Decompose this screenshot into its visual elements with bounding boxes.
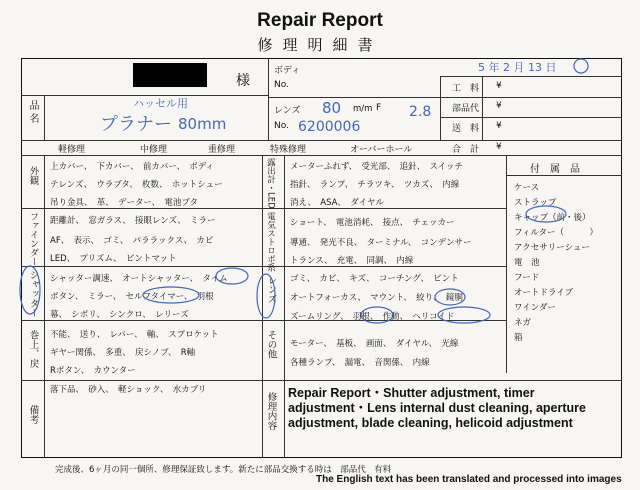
misc-row: 落下品、 砂入、 軽ショック、 水カブリ	[50, 385, 207, 395]
fee-yen: ¥	[496, 142, 502, 152]
body-no-label: No.	[274, 80, 289, 90]
circle-mark	[435, 289, 465, 305]
repair-content-text: Repair Report・Shutter adjustment, timer adjustment・Lens internal dust cleaning, aperture adjustment, blade cleaning, helicoid adjustment	[288, 386, 586, 430]
shutter-row: 幕、 シボリ、 シンクロ、 レリーズ	[50, 310, 189, 320]
section-label-shutter: シャッター	[27, 270, 39, 318]
repair-type-overhaul: オーバーホール	[350, 145, 413, 155]
circle-mark	[216, 268, 248, 284]
handwritten-focal: 80mm	[178, 115, 227, 133]
accessory-item: オートドライブ	[514, 288, 573, 298]
section-label-repair-content: 修理内容	[265, 392, 277, 430]
accessory-item: ケース	[514, 183, 540, 193]
shutter-row: ボタン、 ミラー、 セルフタイマー、 羽根	[50, 292, 214, 302]
accessories-label: 付 属 品	[530, 164, 580, 175]
handwritten-model-note: ハッセル用	[133, 97, 188, 110]
handwritten-lens-mm: 80	[322, 99, 342, 117]
body-label: ボディ	[274, 66, 301, 76]
lightmeter-row: 消え、 ASA、 ダイヤル	[290, 198, 384, 208]
strobe-row: トランス、 充電、 同調、 内線	[290, 256, 414, 266]
lens-f-label: F	[376, 103, 382, 113]
accessory-item: ネガ	[514, 318, 532, 328]
handwritten-serial: 6200006	[298, 119, 361, 135]
section-label-winding: 巻上、戻	[27, 330, 39, 368]
accessory-item: フィルター（ ）	[514, 228, 598, 238]
lens-row: オートフォーカス、 マウント、 絞り、 鏡胴	[290, 293, 463, 303]
finder-row: AF、 表示、 ゴミ、 パララックス、 カビ	[50, 236, 214, 246]
shutter-row: シャッター調速、 オートシャッター、 タイム	[50, 274, 228, 284]
accessory-item: 箱	[514, 333, 523, 343]
exterior-row: 上カバー、 下カバー、 前カバー、 ボディ	[50, 162, 215, 172]
circle-mark	[574, 59, 588, 73]
accessory-item: アクセサリーシュー	[514, 243, 590, 253]
accessory-item: フード	[514, 273, 540, 283]
circle-mark	[143, 287, 199, 303]
circle-mark	[438, 307, 490, 323]
section-label-remarks: 備考	[27, 405, 39, 424]
winding-row: 不能、 送り、 レバー、 軸、 スプロケット	[50, 330, 219, 340]
fee-yen: ¥	[496, 81, 502, 91]
exterior-row: 吊り金具、 革、 データー、 電池ブタ	[50, 198, 198, 208]
finder-row: 距離計、 窓ガラス、 接眼レンズ、 ミラー	[50, 216, 216, 226]
repair-type-special: 特殊修理	[270, 145, 307, 155]
translation-note: The English text has been translated and processed into images	[316, 474, 622, 485]
lightmeter-row: 指針、 ランプ、 チラツキ、 ツカズ、 内線	[290, 180, 460, 190]
handwritten-aperture: 2.8	[409, 104, 432, 120]
page-subtitle: 修理明細書	[257, 36, 383, 54]
strobe-row: 導通、 発光不良、 ターミナル、 コンデンサー	[290, 238, 472, 248]
repair-type-heavy: 重修理	[208, 145, 236, 155]
item-name-label: 品 名	[27, 100, 38, 124]
winding-row: ギヤー関係、 多重、 戻シノブ、 R軸	[50, 348, 196, 358]
lens-no-label: No.	[274, 121, 289, 131]
section-label-other: その他	[265, 330, 277, 359]
lens-mm-label: m/m	[353, 104, 373, 114]
fee-yen: ¥	[496, 121, 502, 131]
other-row: 各種ランプ、 漏電、 音関係、 内線	[290, 358, 430, 368]
section-label-lens: レンズ	[265, 275, 277, 304]
handwritten-model: プラナー	[100, 114, 172, 135]
repair-type-medium: 中修理	[140, 145, 168, 155]
lens-row: ズームリング、 羽根、 作動、 ヘリコイド	[290, 312, 455, 322]
repair-type-light: 軽修理	[58, 145, 86, 155]
other-row: モーター、 基板、 画面、 ダイヤル、 光線	[290, 339, 459, 349]
page-title: Repair Report	[257, 10, 383, 31]
accessory-item: キャップ（前・後）	[514, 213, 591, 223]
fee-label-labor: 工 料	[452, 84, 480, 94]
fee-yen: ¥	[496, 101, 502, 111]
strobe-row: ショート、 電池消耗、 接点、 チェッカー	[290, 218, 455, 228]
lens-label: レンズ	[274, 106, 301, 116]
fee-label-parts: 部品代	[452, 104, 480, 114]
winding-row: Rボタン、 カウンター	[50, 366, 136, 376]
accessory-item: ストラップ	[514, 198, 557, 208]
accessory-item: 電 池	[514, 258, 540, 268]
accessory-item: ワインダー	[514, 303, 556, 313]
circle-mark	[526, 206, 566, 222]
date-value: 5 年 2 月 13 日	[478, 61, 557, 74]
lens-row: ゴミ、 カビ、 キズ、 コーチング、 ピント	[290, 274, 459, 284]
circle-mark	[20, 266, 40, 314]
section-label-finder: ファインダー	[28, 212, 38, 266]
warranty-text: 完成後、6ヶ月の同一個所、修理保証致します。新たに部品交換する時は 部品代 有料	[55, 465, 392, 475]
fee-label-shipping: 送 料	[452, 124, 480, 134]
section-label-exterior: 外観	[27, 166, 39, 185]
finder-row: LED、 プリズム、 ピントマット	[50, 254, 177, 264]
fee-label-total: 合 計	[452, 145, 480, 155]
customer-honorific: 様	[236, 73, 250, 89]
lightmeter-row: メーターふれず、 受光部、 追針、 スイッチ	[290, 162, 464, 172]
circle-mark	[361, 307, 393, 323]
section-label-strobe: 電気ストロボ系	[265, 212, 276, 272]
exterior-row: テレンズ、 ウラブタ、 枚数、 ホットシュー	[50, 180, 223, 190]
section-label-lightmeter: 露出計・LED	[265, 158, 276, 209]
circle-mark	[257, 274, 275, 318]
